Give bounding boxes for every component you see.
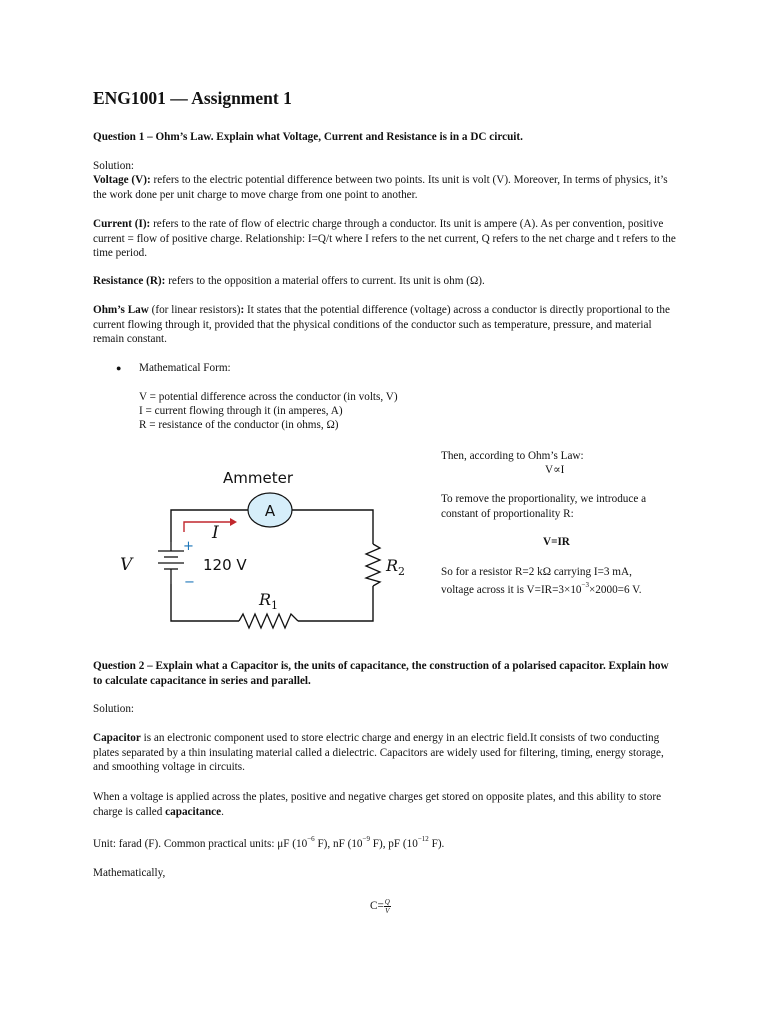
ohms-law-formula: V=IR — [543, 536, 570, 548]
definition-i: I = current flowing through it (in amperes, A) — [139, 405, 343, 417]
then-text: Then, according to Ohm’s Law: — [441, 450, 584, 462]
q2-solution-label: Solution: — [93, 703, 135, 715]
definition-r: R = resistance of the conductor (in ohms, Ω) — [139, 419, 339, 431]
ammeter-label: Ammeter — [223, 469, 293, 487]
q1-solution-label: Solution: — [93, 160, 135, 172]
resistance-term: Resistance (R): — [93, 275, 166, 287]
math-form-label: Mathematical Form: — [139, 362, 231, 374]
voltage-paragraph: Voltage (V): refers to the electric potential difference between two points. Its unit is volt (V). Moreover, In terms of physics, it’s the work done per unit charge to move charge from one point to another. — [93, 174, 668, 201]
proportionality-formula: V∝I — [545, 464, 565, 476]
resistor-r1-icon — [239, 614, 298, 628]
ohms-law-paragraph: Ohm’s Law (for linear resistors): It states that the potential difference (voltage) across a conductor is directly proportional to the current flowing through it, provided that the physical conditions of the conductor such as temperature, pressure, and material remain constant. — [93, 304, 670, 346]
q2-heading: Question 2 – Explain what a Capacitor is, the units of capacitance, the construction of a polarised capacitor. Explain how to calculate capacitance in series and parallel. — [93, 660, 669, 687]
wire-bottom-right — [298, 586, 373, 621]
r1-label: $R_1$ — [259, 590, 279, 612]
current-label: I — [212, 523, 219, 543]
capacitor-paragraph: Capacitor is an electronic component used to store electric charge and energy in an electric field.It consists of two conducting plates separated by a thin insulating material called a dielectric. Capacitors are widely used for filtering, timing, energy storage, and smoothing voltage in circuits. — [93, 732, 664, 774]
capacitor-term: Capacitor — [93, 732, 141, 744]
wire-bottom-left — [171, 584, 239, 621]
source-value: 120 V — [203, 556, 247, 574]
current-term: Current (I): — [93, 218, 151, 230]
voltage-term: Voltage (V): — [93, 174, 151, 186]
page-title: ENG1001 — Assignment 1 — [93, 88, 292, 108]
remove-proportionality-text: To remove the proportionality, we introduce a constant of proportionality R: — [441, 493, 647, 520]
capacitance-formula: C= $\frac{Q}{V}$ — [370, 898, 390, 915]
source-label: V — [120, 555, 133, 575]
current-arrow-icon — [184, 522, 230, 532]
bullet-icon: ● — [116, 363, 122, 373]
ohms-law-term: Ohm’s Law — [93, 304, 149, 316]
ammeter-symbol: A — [264, 502, 276, 520]
resistance-paragraph: Resistance (R): refers to the opposition a material offers to current. Its unit is ohm (Ω). — [93, 275, 485, 287]
plus-sign: + — [183, 539, 194, 554]
example-line-2: voltage across it is $V=IR=3\times 10^{-3}\times 2000=6$ V. — [441, 581, 642, 596]
q1-heading: Question 1 – Ohm’s Law. Explain what Voltage, Current and Resistance is in a DC circuit. — [93, 131, 523, 143]
example-line-1: So for a resistor R=2 kΩ carrying I=3 mA, — [441, 566, 632, 578]
wire-top-right — [292, 510, 373, 544]
current-paragraph: Current (I): refers to the rate of flow of electric charge through a conductor. Its unit is ampere (A). As per convention, positive current = flow of positive charge. Relationship: I=Q/t where I refers to the net current, Q refers to the net charge and t refers to the time period. — [93, 218, 676, 260]
resistor-r2-icon — [366, 544, 380, 586]
capacitance-term: capacitance — [165, 805, 222, 818]
wire-top-left — [171, 510, 248, 542]
capacitance-paragraph: When a voltage is applied across the plates, positive and negative charges get stored on opposite plates, and this ability to store charge is called capacitance. — [93, 791, 662, 818]
mathematically-label: Mathematically, — [93, 867, 166, 879]
minus-sign: − — [184, 575, 195, 590]
capacitance-units: Unit: farad (F). Common practical units: μF ($10^{-6}$ F), nF ($10^{-9}$ F), pF ($10^{-12}$ F). — [93, 835, 445, 850]
circuit-diagram — [112, 462, 412, 637]
r2-label: $R_2$ — [386, 556, 406, 578]
definition-v: V = potential difference across the conductor (in volts, V) — [139, 391, 398, 403]
current-arrowhead-icon — [230, 518, 237, 526]
